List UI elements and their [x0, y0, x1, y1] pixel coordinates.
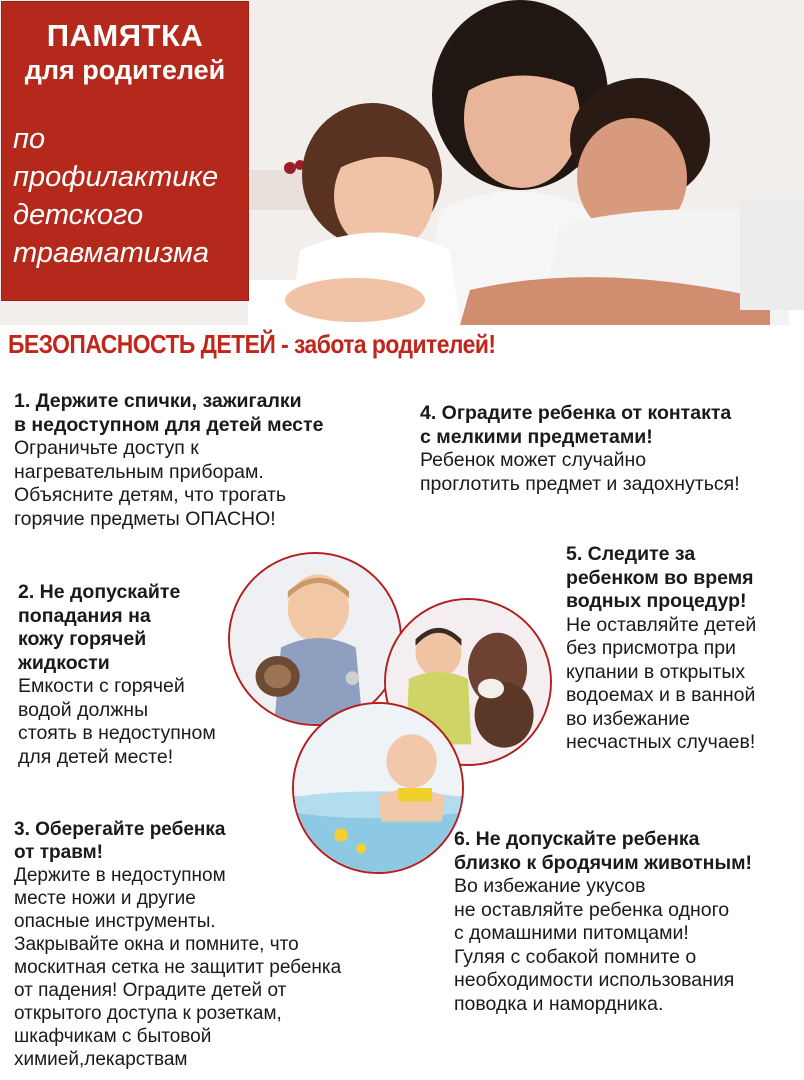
page-subtitle: для родителей	[24, 55, 226, 85]
tip-1	[14, 390, 414, 531]
header-photo	[0, 0, 804, 325]
tip-5-heading: 5. Следите за ребенком во время водных процедур!	[566, 543, 754, 612]
title-box	[2, 2, 248, 300]
tip-2-body: Емкости с горячей водой должны стоять в недоступном для детей месте!	[18, 675, 216, 768]
tip-4	[420, 402, 804, 496]
tip-2	[18, 581, 250, 769]
tip-3-body: Держите в недоступном месте ножи и другие опасные инструменты. Закрывайте окна и помните, что москитная сетка не защитит ребенка от падения! Оградите детей от открытого доступа к розеткам, шкафчикам с бытовой химией,лекарствам	[14, 865, 342, 1070]
tip-1-heading: 1. Держите спички, зажигалки в недоступном для детей месте	[14, 390, 324, 436]
tip-6-body: Во избежание укусов не оставляйте ребенка одного с домашними питомцами! Гуляя с собакой помните о необходимости использования поводка и намордника.	[454, 875, 735, 1015]
tip-3-heading: 3. Оберегайте ребенка от травм!	[14, 819, 226, 863]
tip-5-body: Не оставляйте детей без присмотра при купании в открытых водоемах и в ванной во избежание несчастных случаев!	[566, 613, 757, 753]
page-topic: по профилактике детского травматизма	[13, 123, 219, 269]
page-title: ПАМЯТКА	[46, 18, 204, 53]
tip-2-heading: 2. Не допускайте попадания на кожу горячей жидкости	[18, 581, 181, 674]
slogan: БЕЗОПАСНОСТЬ ДЕТЕЙ - забота родителей!	[8, 329, 496, 359]
baby-with-kettle-photo	[228, 552, 402, 726]
tip-4-body: Ребенок может случайно проглотить предмет и задохнуться!	[420, 449, 740, 495]
baby-in-bath-photo	[292, 702, 464, 874]
tip-1-body: Ограничьте доступ к нагревательным приборам. Объясните детям, что трогать горячие предметы ОПАСНО!	[14, 437, 287, 530]
tip-6	[454, 828, 804, 1016]
tip-6-heading: 6. Не допускайте ребенка близко к бродячим животным!	[454, 828, 753, 874]
tip-5	[566, 543, 802, 755]
tip-4-heading: 4. Оградите ребенка от контакта с мелкими предметами!	[420, 402, 732, 448]
